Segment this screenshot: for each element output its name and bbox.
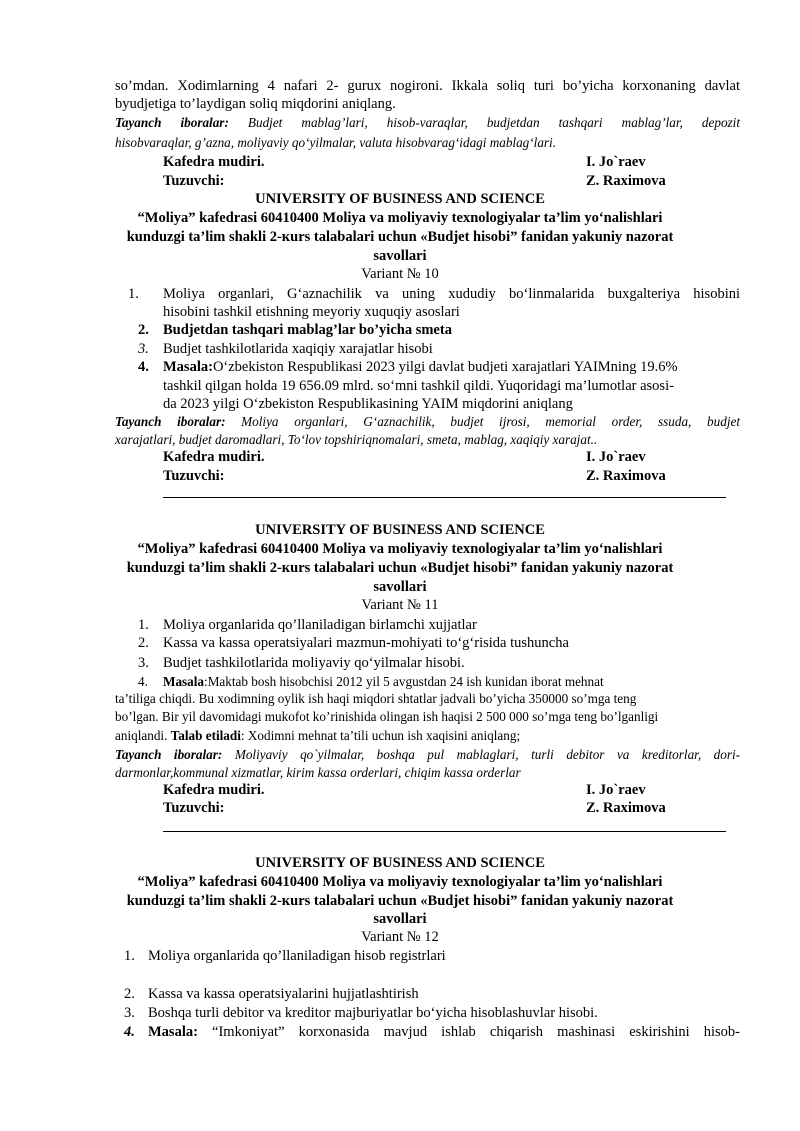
university-title: UNIVERSITY OF BUSINESS AND SCIENCE <box>255 191 545 207</box>
keywords-text: Budjet mablag’lari, hisob-varaqlar, budjetdan tashqari mablag’lar, depozit <box>247 115 741 130</box>
author-name: Z. Raximova <box>586 468 666 484</box>
university-title: UNIVERSITY OF BUSINESS AND SCIENCE <box>255 855 545 871</box>
v10-question-3: Budjet tashkilotlarida xaqiqiy xarajatlar hisobi <box>163 341 433 357</box>
question-number: 1. <box>128 286 139 302</box>
question-number: 4. <box>124 1024 135 1040</box>
v11-keywords-line-1 <box>115 746 740 764</box>
requirement-label: Talab etiladi <box>170 728 241 743</box>
university-title: UNIVERSITY OF BUSINESS AND SCIENCE <box>255 522 545 538</box>
v10-question-4-line-1 <box>163 358 678 376</box>
keywords-label: Tayanch iboralar: <box>115 115 229 130</box>
head-label: Kafedra mudiri. <box>163 449 265 465</box>
v11-question-4-line-3: bo’lgan. Bir yil davomidagi mukofot ko’rinishida olingan ish haqisi 2 500 000 so’mga teng bo’lganligi <box>115 709 659 724</box>
question-number: 3. <box>124 1005 135 1021</box>
author-label: Tuzuvchi: <box>163 468 225 484</box>
course-line: kunduzgi ta’lim shakli 2-кurs talabalari uchun «Budjet hisobi” fanidan yakuniy nazorat <box>126 893 674 909</box>
v10-question-4-line-2: tashkil qilgan holda 19 656.09 mlrd. so‘mni tashkil qildi. Yuqoridagi ma’lumotlar asosi- <box>163 378 674 394</box>
head-label: Kafedra mudiri. <box>163 154 265 170</box>
v11-keywords-line-2: darmonlar,kommunal xizmatlar, kirim kassa orderlari, chiqim kassa orderlar <box>115 765 521 780</box>
intro-keywords-line-1 <box>115 114 740 132</box>
v11-question-4-line-1 <box>163 673 604 691</box>
question-number: 2. <box>138 635 149 651</box>
head-name: I. Jo`raev <box>586 782 646 798</box>
questions-word: savollari <box>373 911 427 927</box>
task-label: Masala: <box>148 1024 198 1040</box>
author-label: Tuzuvchi: <box>163 173 225 189</box>
v10-question-1-line-1: Moliya organlari, G‘aznachilik va uning xududiy bo‘linmalarida buxgalteriya hisobini <box>163 286 740 302</box>
question-number: 3. <box>138 341 149 357</box>
v12-question-3: Boshqa turli debitor va kreditor majburiyatlar bo‘yicha hisoblashuvlar hisobi. <box>148 1005 598 1021</box>
course-line: kunduzgi ta’lim shakli 2-кurs talabalari uchun «Budjet hisobi” fanidan yakuniy nazorat <box>126 560 674 576</box>
head-name: I. Jo`raev <box>586 449 646 465</box>
variant-10-title: Variant № 10 <box>361 266 439 282</box>
question-number: 2. <box>138 322 149 338</box>
question-number: 2. <box>124 986 135 1002</box>
question-number: 1. <box>124 948 135 964</box>
head-name: I. Jo`raev <box>586 154 646 170</box>
v10-question-4-line-3: da 2023 yilgi O‘zbekiston Respublikasining YAIM miqdorini aniqlang <box>163 396 573 412</box>
task-label: Masala: <box>163 359 213 375</box>
question-number: 4. <box>138 674 148 689</box>
v12-question-4-line-1 <box>148 1023 740 1041</box>
task-text: aniqlandi. <box>115 728 171 743</box>
keywords-label: Tayanch iboralar: <box>115 414 226 429</box>
question-number: 4. <box>138 359 149 375</box>
intro-keywords-line-2: hisobvaraqlar, g’azna, moliyaviy qo‘yilmalar, valuta hisobvarag‘idagi mablag‘lari. <box>115 135 557 150</box>
keywords-label: Tayanch iboralar: <box>115 747 223 762</box>
v11-question-4-line-4 <box>115 727 520 745</box>
department-line: “Moliya” kafedrasi 60410400 Moliya va moliyaviy texnologiyalar ta’lim yo‘nalishlari <box>137 874 663 890</box>
v10-keywords-line-1 <box>115 413 740 431</box>
v12-question-1: Moliya organlarida qo’llaniladigan hisob registrlari <box>148 948 446 964</box>
v11-question-2: Kassa va kassa operatsiyalari mazmun-mohiyati to‘g‘risida tushuncha <box>163 635 569 651</box>
variant-11-title: Variant № 11 <box>361 597 439 613</box>
section-divider <box>163 497 726 498</box>
section-divider <box>163 831 726 832</box>
department-line: “Moliya” kafedrasi 60410400 Moliya va moliyaviy texnologiyalar ta’lim yo‘nalishlari <box>137 541 663 557</box>
task-text: O‘zbekiston Respublikasi 2023 yilgi davlat budjeti xarajatlari YAIMning 19.6% <box>212 359 678 375</box>
task-text: “Imkoniyat” korxonasida mavjud ishlab chiqarish mashinasi eskirishini hisob- <box>212 1024 741 1040</box>
questions-word: savollari <box>373 248 427 264</box>
author-name: Z. Raximova <box>586 800 666 816</box>
v12-question-2: Kassa va kassa operatsiyalarini hujjatlashtirish <box>148 986 419 1002</box>
v10-keywords-line-2: xarajatlari, budjet daromadlari, To‘lov topshiriqnomalari, smeta, mablag, xaqiqiy xarajat.. <box>115 432 598 447</box>
course-line: kunduzgi ta’lim shakli 2-кurs talabalari uchun «Budjet hisobi” fanidan yakuniy nazorat <box>126 229 674 245</box>
keywords-text: Moliyaviy qo`yilmalar, boshqa pul mablaglari, turli debitor va kreditorlar, dori- <box>234 747 741 762</box>
intro-line-1: so’mdan. Xodimlarning 4 nafari 2- gurux nogironi. Ikkala soliq turi bo’yicha korxonaning davlat <box>115 78 740 94</box>
task-text: : Xodimni mehnat ta’tili uchun ish xaqisini aniqlang; <box>240 728 521 743</box>
keywords-text: Moliya organlari, G‘aznachilik, budjet ijrosi, memorial order, ssuda, budjet <box>241 414 741 429</box>
task-label: Masala <box>163 674 205 689</box>
intro-line-2: byudjetiga to’laydigan soliq miqdorini aniqlang. <box>115 96 396 112</box>
question-number: 1. <box>138 617 149 633</box>
author-name: Z. Raximova <box>586 173 666 189</box>
v10-question-2: Budjetdan tashqari mablag’lar bo’yicha smeta <box>163 322 452 338</box>
v11-question-1: Moliya organlarida qo’llaniladigan birlamchi xujjatlar <box>163 617 477 633</box>
head-label: Kafedra mudiri. <box>163 782 265 798</box>
questions-word: savollari <box>373 579 427 595</box>
v10-question-1-line-2: hisobini tashkil etishning meyoriy xuquqiy asoslari <box>163 304 460 320</box>
department-line: “Moliya” kafedrasi 60410400 Moliya va moliyaviy texnologiyalar ta’lim yo‘nalishlari <box>137 210 663 226</box>
task-text: :Maktab bosh hisobchisi 2012 yil 5 avgustdan 24 ish kunidan iborat mehnat <box>204 674 604 689</box>
author-label: Tuzuvchi: <box>163 800 225 816</box>
v11-question-3: Budjet tashkilotlarida moliyaviy qo‘yilmalar hisobi. <box>163 655 465 671</box>
variant-12-title: Variant № 12 <box>361 929 439 945</box>
question-number: 3. <box>138 655 149 671</box>
v11-question-4-line-2: ta’tiliga chiqdi. Bu xodimning oylik ish haqi miqdori shtatlar jadvali bo’yicha 350000 so’mga teng <box>115 691 637 706</box>
